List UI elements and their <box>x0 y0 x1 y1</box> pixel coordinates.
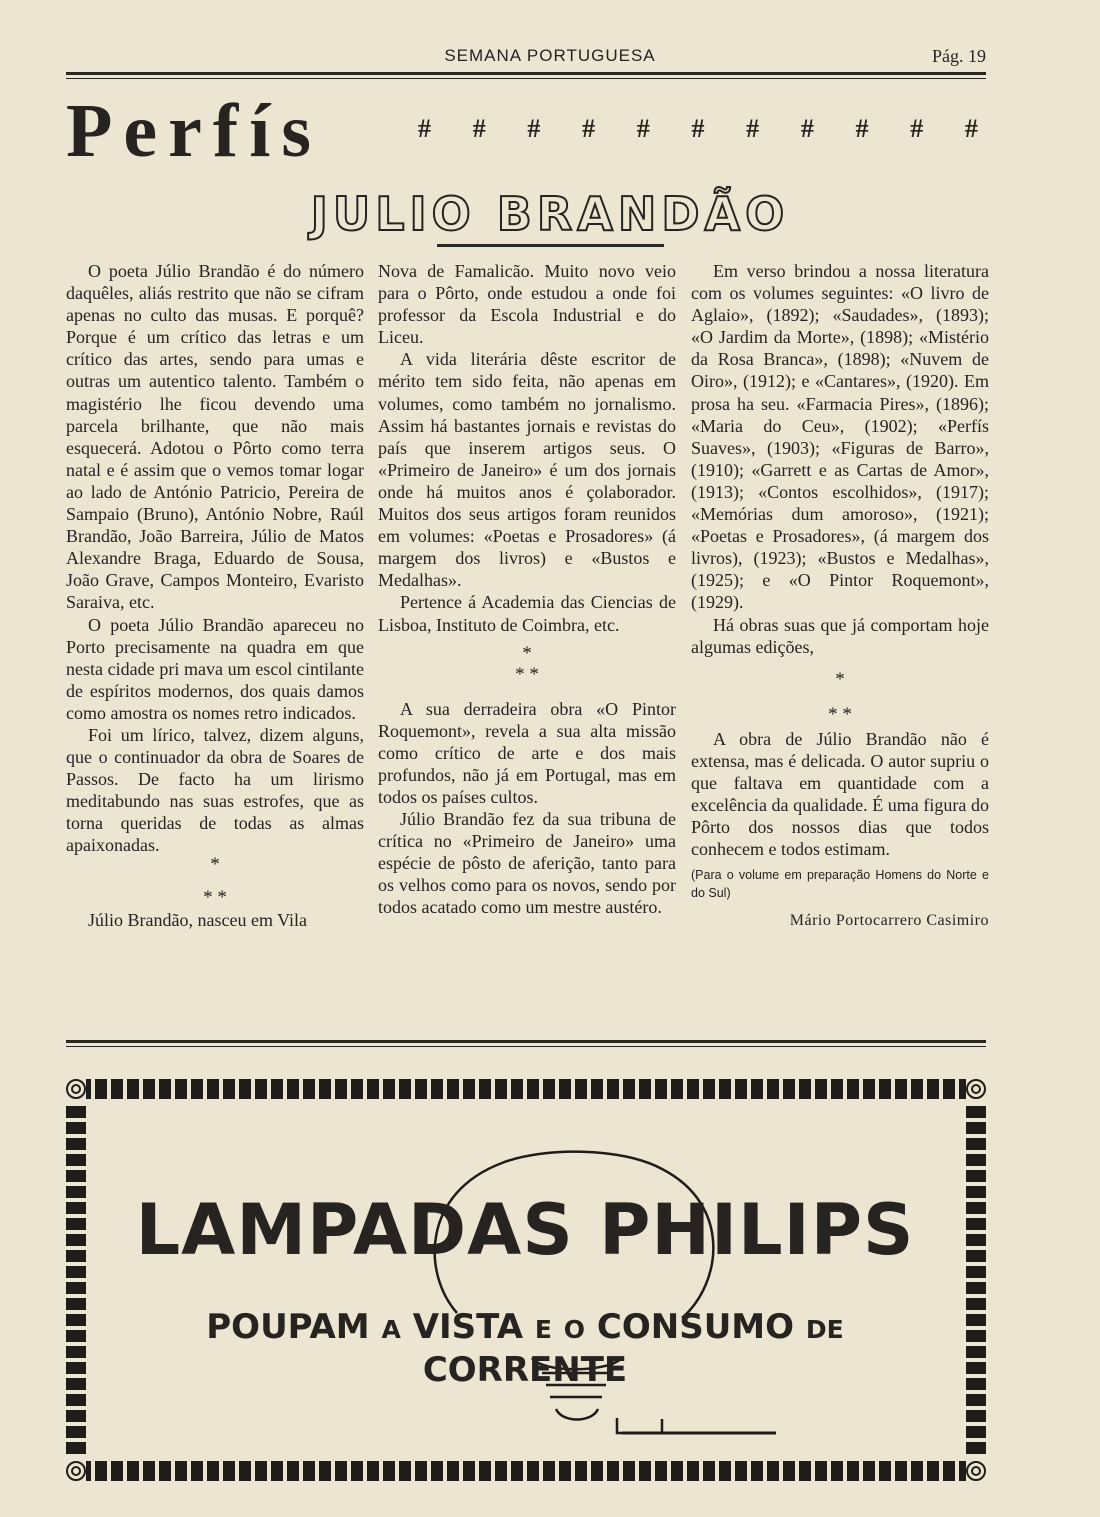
ad-word: O <box>563 1315 586 1344</box>
paragraph: A obra de Júlio Brandão não é extensa, mas é delicada. O autor supriu o que faltava em quantidade com a excelência da qualidade. É uma figura do Pôrto dos nossos dias que todos conhecem e todos estimam. <box>691 728 989 860</box>
paragraph: Júlio Brandão fez da sua tribuna de crítica no «Primeiro de Janeiro» uma espécie de pôsto de aferição, tanto para os velhos como para os novos, sendo por todos acatado como um mestre austéro. <box>378 809 676 918</box>
article-column-1 <box>66 260 364 931</box>
star-ornament: # <box>800 114 814 143</box>
star-ornament: # <box>636 114 650 143</box>
page-number: Pág. 19 <box>932 46 986 66</box>
asterism-bottom: * * <box>203 886 227 908</box>
ad-word: VISTA <box>412 1307 524 1347</box>
paragraph: Em verso brindou a nossa literatura com os volumes seguintes: «O livro de Aglaio», (1892); «Saudades», (1893); «O Jardim da Morte», (1898); «Mistério da Rosa Branca», (1898); «Nuvem de Oiro», (1912); e «Cantares», (1920). Em prosa ha seu. «Farmacia Pires», (1896); «Maria do Ceu», (1902); «Perfís Suaves», (1903); «Figuras de Barro», (1910); «Garrett e as Cartas de Amor», (1913); «Contos escolhidos», (1917); «Memórias dum amoroso», (1921); «Poetas e Prosadores», (á margem dos livros), (1923); «Bustos e Medalhas», (1925); e «O Pintor Roquemont», (1929). <box>691 261 989 613</box>
running-header-title: SEMANA PORTUGUESA <box>444 46 656 65</box>
article-column-3 <box>691 260 989 932</box>
star-ornament: # <box>418 114 431 143</box>
ad-word: CORRENTE <box>422 1350 628 1390</box>
ad-word: A <box>381 1315 401 1344</box>
paragraph: A sua derradeira obra «O Pintor Roquemont», revela a sua alta missão como crítico de arte e dos mais profundos, não já em Portugal, mas em todos os países cultos. <box>378 698 676 807</box>
paragraph: Júlio Brandão, nasceu em Vila <box>88 909 308 930</box>
paragraph-continued: Nova de Famalicão. Muito novo veio para o Pôrto, onde estudou a onde foi professor da Escola Industrial e do Liceu. <box>378 261 676 348</box>
asterism-bottom: * * <box>515 663 539 685</box>
author-signature: Mário Portocarrero Casimiro <box>789 912 989 930</box>
paragraph: O poeta Júlio Brandão apareceu no Porto precisamente na quadra em que nesta cidade pri mava um escol cintilante de espíritos modernos, dos quais damos como amostra os nomes retro indicados. <box>66 614 364 723</box>
title-underline <box>437 244 664 247</box>
advert-separator-rule-thin <box>66 1046 986 1047</box>
star-ornament: # <box>964 114 978 143</box>
star-ornament: # <box>691 114 705 143</box>
article-column-2 <box>378 260 676 919</box>
ad-tagline <box>102 1307 948 1390</box>
asterism-top: * <box>522 642 532 664</box>
paragraph: A vida literária dêste escritor de mérito tem sido feita, não apenas em volumes, como também no jornalismo. Assim há bastantes jornais e revistas do país que inserem artigos seus. O «Primeiro de Janeiro» é um dos jornais onde há muitos anos é çolaborador. Muitos dos seus artigos foram reunidos em volumes: «Poetas e Prosadores» (á margem dos livros) e «Bustos e Medalhas». <box>378 349 676 591</box>
ad-border-top <box>86 1079 966 1099</box>
title-star-ornaments <box>418 114 978 144</box>
header-rule-thin <box>66 78 986 79</box>
ad-border-left <box>66 1103 86 1457</box>
star-ornament: # <box>582 114 596 143</box>
ad-border-bottom <box>86 1461 966 1481</box>
paragraph: Há obras suas que já comportam hoje algumas edições, <box>691 614 989 657</box>
ad-border-right <box>966 1103 986 1457</box>
ad-word: CONSUMO <box>596 1307 795 1347</box>
star-ornament: # <box>855 114 869 143</box>
star-ornament: # <box>527 114 541 143</box>
ad-word: POUPAM <box>206 1307 370 1347</box>
asterism-bottom: * * <box>828 703 852 725</box>
star-ornament: # <box>746 114 760 143</box>
article-title: JULIO BRANDÃO <box>310 187 790 241</box>
star-ornament: # <box>910 114 924 143</box>
paragraph: Pertence á Academia das Ciencias de Lisboa, Instituto de Coimbra, etc. <box>378 592 676 635</box>
source-note: (Para o volume em preparação Homens do Norte e do Sul) <box>691 868 989 901</box>
header-rule <box>66 72 986 75</box>
star-ornament: # <box>472 114 486 143</box>
ad-border-and-bulb <box>62 1073 990 1487</box>
asterism-top: * <box>210 853 220 875</box>
asterism-top: * <box>835 668 845 690</box>
philips-advertisement <box>62 1073 990 1487</box>
paragraph: O poeta Júlio Brandão é do número daquêles, aliás restrito que não se cifram apenas no culto das musas. E porquê? Porque é um crítico das letras e um crítico das artes, sendo para umas e outras um autentico talento. Também o magistério lhe ficou devendo uma parcela brilhante, que não mais esquecerá. Adotou o Pôrto como terra natal e é assim que o vemos tomar logar ao lado de António Patricio, Pereira de Sampaio (Bruno), António Nobre, Raúl Brandão, João Barreira, Júlio de Matos Alexandre Braga, Eduardo de Sousa, João Grave, Campos Monteiro, Evaristo Saraiva, etc. <box>66 261 364 613</box>
ad-word: DE <box>805 1315 844 1344</box>
section-title: Perfís <box>66 89 322 173</box>
advert-separator-rule <box>66 1040 986 1043</box>
ad-word: E <box>534 1315 552 1344</box>
paragraph: Foi um lírico, talvez, dizem alguns, que o continuador da obra de Soares de Passos. De facto ha um lirismo meditabundo nas suas estrofes, que as torna queridas de todas as almas apaixonadas. <box>66 724 364 856</box>
ad-headline: LAMPADAS PHILIPS <box>135 1189 915 1271</box>
